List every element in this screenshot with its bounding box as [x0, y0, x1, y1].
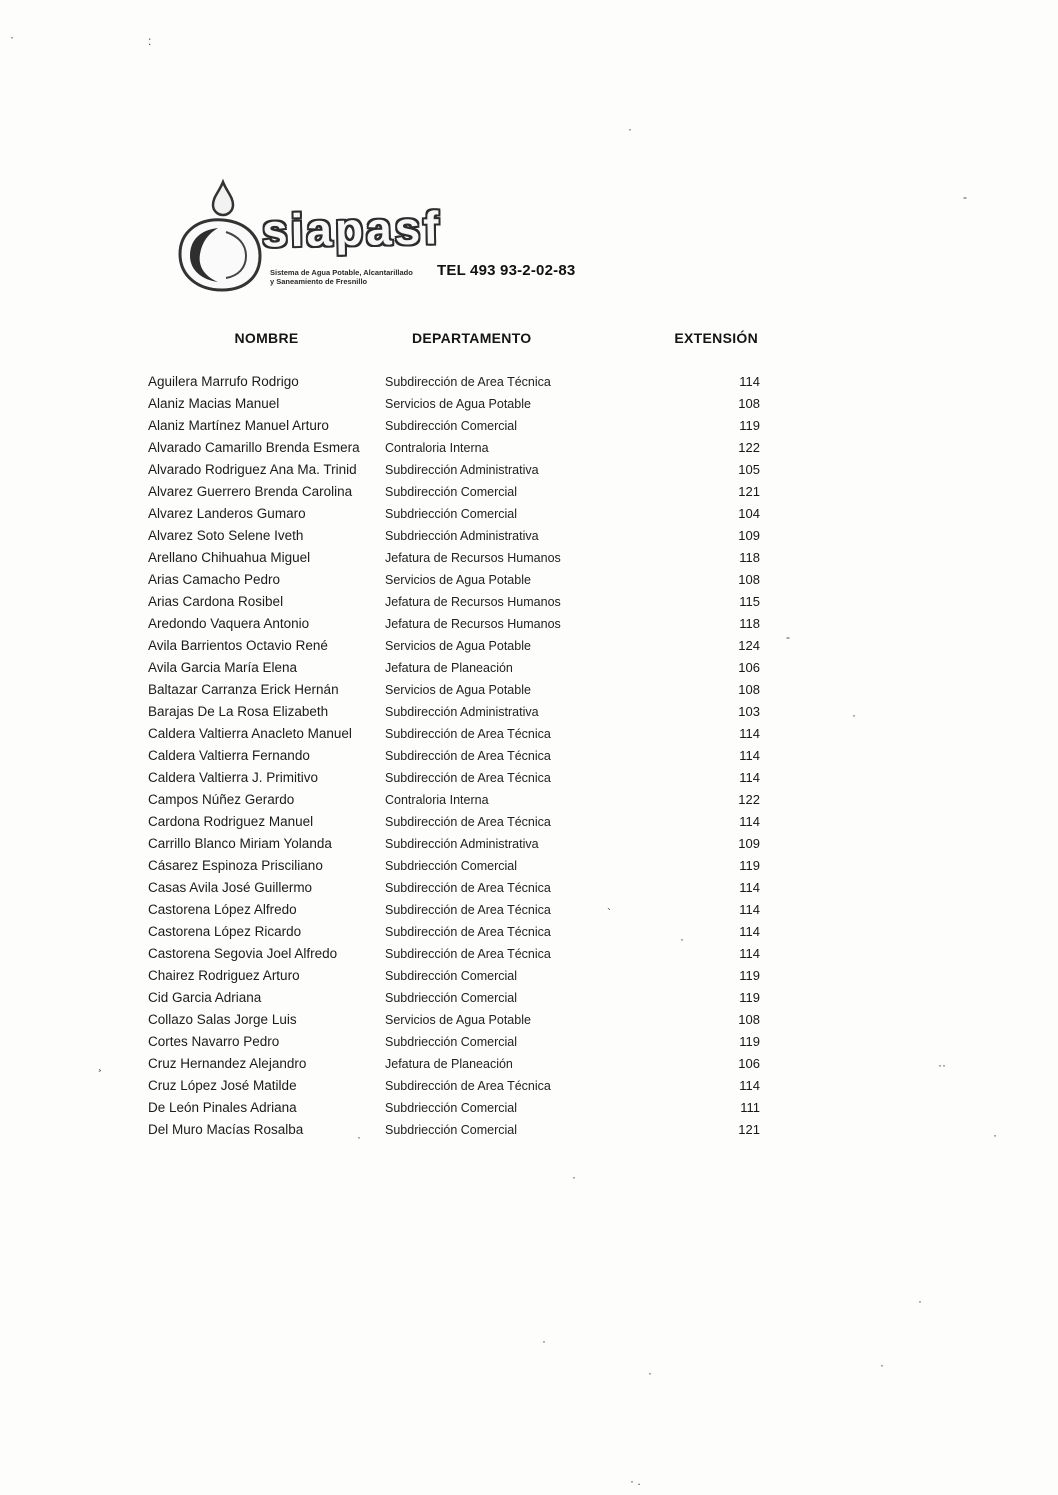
employee-name: Avila Garcia María Elena — [148, 660, 298, 675]
employee-name: Aguilera Marrufo Rodrigo — [148, 374, 299, 389]
scan-artifact: ·· — [938, 1058, 946, 1072]
employee-extension: 106 — [738, 660, 760, 675]
scan-artifact: : — [148, 34, 152, 48]
scan-artifact: · — [680, 932, 684, 946]
employee-department: Subdirección de Area Técnica — [385, 1079, 551, 1093]
scan-artifact: · — [648, 1366, 652, 1380]
employee-extension: 108 — [738, 682, 760, 697]
employee-name: Del Muro Macías Rosalba — [148, 1122, 304, 1137]
table-header-row — [148, 330, 758, 346]
scan-artifact: · — [10, 30, 14, 44]
employee-extension: 119 — [739, 968, 760, 983]
scan-artifact: - — [963, 190, 967, 204]
table-row — [148, 393, 760, 415]
brand-tagline-line2: y Saneamiento de Fresnillo — [270, 277, 368, 286]
employee-department: Servicios de Agua Potable — [385, 683, 531, 697]
table-row — [148, 943, 760, 965]
table-row — [148, 1009, 760, 1031]
employee-name: Caldera Valtierra Fernando — [148, 748, 310, 763]
employee-department: Subdriección Comercial — [385, 991, 518, 1005]
employee-department: Subdriección Comercial — [385, 1101, 518, 1115]
table-row — [148, 1053, 760, 1075]
employee-name: Cruz Hernandez Alejandro — [148, 1056, 307, 1071]
employee-name: Cásarez Espinoza Prisciliano — [148, 858, 323, 873]
employee-name: Casas Avila José Guillermo — [148, 880, 313, 895]
employee-name: Alaniz Macias Manuel — [148, 396, 280, 411]
table-row — [148, 1075, 760, 1097]
employee-extension: 118 — [739, 550, 760, 565]
table-row — [148, 789, 760, 811]
table-row — [148, 855, 760, 877]
employee-name: Alvarado Camarillo Brenda Esmera — [148, 440, 360, 455]
employee-name: Collazo Salas Jorge Luis — [148, 1012, 297, 1027]
scan-artifact: ` — [607, 906, 611, 920]
table-row — [148, 877, 760, 899]
table-row — [148, 525, 760, 547]
table-row — [148, 1119, 760, 1141]
employee-extension: 122 — [738, 440, 760, 455]
employee-department: Jefatura de Planeación — [385, 661, 513, 675]
employee-department: Subdirección de Area Técnica — [385, 375, 551, 389]
brand-tagline — [270, 268, 413, 286]
employee-department: Subdirección de Area Técnica — [385, 771, 551, 785]
employee-extension: 114 — [739, 374, 760, 389]
table-row — [148, 503, 760, 525]
employee-name: Caldera Valtierra Anacleto Manuel — [148, 726, 352, 741]
employee-extension: 114 — [739, 770, 760, 785]
employee-department: Jefatura de Recursos Humanos — [385, 595, 561, 609]
scan-artifact: · — [542, 1334, 546, 1348]
employee-department: Subdirección Comercial — [385, 419, 518, 433]
table-row — [148, 723, 760, 745]
employee-department: Subdriección Comercial — [385, 859, 518, 873]
employee-department: Subdirección de Area Técnica — [385, 815, 551, 829]
scan-artifact: · — [880, 1358, 884, 1372]
employee-extension: 114 — [739, 748, 760, 763]
employee-department: Contraloria Interna — [385, 793, 489, 807]
employee-department: Subdriección Comercial — [385, 1123, 518, 1137]
employee-extension: 106 — [738, 1056, 760, 1071]
scan-artifact: · — [572, 1170, 576, 1184]
employee-extension: 124 — [738, 638, 760, 653]
scan-artifact: ¸ — [98, 1058, 102, 1072]
employee-name: Cid Garcia Adriana — [148, 990, 262, 1005]
employee-extension: 119 — [739, 858, 760, 873]
column-header-extension: EXTENSIÓN — [674, 330, 758, 346]
employee-name: Chairez Rodriguez Arturo — [148, 968, 300, 983]
table-rows — [148, 371, 760, 1141]
scan-artifact: - — [786, 630, 790, 644]
scan-artifact: · . — [630, 1474, 641, 1488]
employee-name: Barajas De La Rosa Elizabeth — [148, 704, 329, 719]
employee-name: Alvarado Rodriguez Ana Ma. Trinid — [148, 462, 357, 477]
table-row — [148, 635, 760, 657]
employee-extension: 104 — [738, 506, 760, 521]
employee-extension: 114 — [739, 924, 760, 939]
table-row — [148, 679, 760, 701]
table-row — [148, 987, 760, 1009]
employee-extension: 119 — [739, 990, 760, 1005]
employee-extension: 108 — [738, 1012, 760, 1027]
employee-department: Jefatura de Planeación — [385, 1057, 513, 1071]
employee-department: Subdirección de Area Técnica — [385, 925, 551, 939]
employee-extension: 114 — [739, 880, 760, 895]
employee-name: Arias Cardona Rosibel — [148, 594, 284, 609]
brand-logo-text: siapasf — [261, 201, 442, 257]
employee-extension: 114 — [739, 814, 760, 829]
employee-extension: 111 — [740, 1100, 760, 1115]
table-row — [148, 811, 760, 833]
table-row — [148, 415, 760, 437]
employee-name: Castorena López Alfredo — [148, 902, 297, 917]
table-row — [148, 547, 760, 569]
employee-name: Arias Camacho Pedro — [148, 572, 281, 587]
scan-artifact: · — [357, 1130, 361, 1144]
employee-name: Caldera Valtierra J. Primitivo — [148, 770, 319, 785]
employee-department: Subdriección Administrativa — [385, 529, 539, 543]
employee-name: Castorena Segovia Joel Alfredo — [148, 946, 338, 961]
employee-name: Alaniz Martínez Manuel Arturo — [148, 418, 329, 433]
table-row — [148, 833, 760, 855]
employee-name: Cardona Rodriguez Manuel — [148, 814, 314, 829]
employee-extension: 109 — [738, 528, 760, 543]
scan-artifact: · — [628, 122, 632, 136]
employee-name: Castorena López Ricardo — [148, 924, 302, 939]
table-row — [148, 701, 760, 723]
employee-department: Contraloria Interna — [385, 441, 489, 455]
table-row — [148, 437, 760, 459]
employee-department: Subdirección de Area Técnica — [385, 749, 551, 763]
scan-artifact: · — [993, 1128, 997, 1142]
employee-name: Cruz López José Matilde — [148, 1078, 297, 1093]
employee-name: Alvarez Guerrero Brenda Carolina — [148, 484, 353, 499]
table-row — [148, 1031, 760, 1053]
table-row — [148, 1097, 760, 1119]
employee-extension: 115 — [739, 594, 760, 609]
column-header-name: NOMBRE — [234, 330, 299, 346]
brand-tagline-line1: Sistema de Agua Potable, Alcantarillado — [270, 268, 413, 277]
employee-department: Servicios de Agua Potable — [385, 1013, 531, 1027]
table-row — [148, 481, 760, 503]
table-row — [148, 569, 760, 591]
employee-department: Servicios de Agua Potable — [385, 397, 531, 411]
employee-name: Alvarez Soto Selene Iveth — [148, 528, 304, 543]
employee-name: Arellano Chihuahua Miguel — [148, 550, 311, 565]
employee-extension: 108 — [738, 572, 760, 587]
table-row — [148, 459, 760, 481]
table-row — [148, 899, 760, 921]
employee-extension: 119 — [739, 418, 760, 433]
employee-department: Subdirección Administrativa — [385, 837, 539, 851]
employee-extension: 114 — [739, 946, 760, 961]
employee-department: Subdriección Comercial — [385, 1035, 518, 1049]
employee-extension: 122 — [738, 792, 760, 807]
employee-extension: 105 — [738, 462, 760, 477]
employee-department: Servicios de Agua Potable — [385, 573, 531, 587]
employee-department: Subdirección de Area Técnica — [385, 903, 551, 917]
employee-extension: 114 — [739, 726, 760, 741]
table-row — [148, 613, 760, 635]
employee-department: Subdirección Administrativa — [385, 463, 539, 477]
employee-extension: 119 — [739, 1034, 760, 1049]
employee-name: Cortes Navarro Pedro — [148, 1034, 280, 1049]
table-row — [148, 767, 760, 789]
employee-department: Subdirección de Area Técnica — [385, 947, 551, 961]
scan-artifact: · — [852, 708, 856, 722]
employee-department: Subdirección de Area Técnica — [385, 727, 551, 741]
employee-name: Aredondo Vaquera Antonio — [148, 616, 310, 631]
employee-name: Campos Núñez Gerardo — [148, 792, 295, 807]
employee-department: Subdirección Administrativa — [385, 705, 539, 719]
employee-extension: 121 — [738, 1122, 760, 1137]
employee-extension: 118 — [739, 616, 760, 631]
employee-extension: 121 — [738, 484, 760, 499]
employee-name: Carrillo Blanco Miriam Yolanda — [148, 836, 332, 851]
employee-name: Avila Barrientos Octavio René — [148, 638, 328, 653]
employee-name: Baltazar Carranza Erick Hernán — [148, 682, 339, 697]
table-row — [148, 591, 760, 613]
employee-department: Subdirección Comercial — [385, 485, 518, 499]
column-header-department: DEPARTAMENTO — [412, 330, 532, 346]
table-row — [148, 371, 760, 393]
employee-department: Subdirección Comercial — [385, 969, 518, 983]
employee-department: Servicios de Agua Potable — [385, 639, 531, 653]
water-drop-logo-icon — [168, 178, 268, 298]
employee-extension: 108 — [738, 396, 760, 411]
table-row — [148, 965, 760, 987]
table-row — [148, 657, 760, 679]
employee-extension: 114 — [739, 902, 760, 917]
employee-department: Jefatura de Recursos Humanos — [385, 551, 561, 565]
employee-department: Subdirección de Area Técnica — [385, 881, 551, 895]
scan-artifact: · — [918, 1294, 922, 1308]
table-row — [148, 745, 760, 767]
employee-extension: 114 — [739, 1078, 760, 1093]
employee-extension: 109 — [738, 836, 760, 851]
employee-department: Subdriección Comercial — [385, 507, 518, 521]
table-row — [148, 921, 760, 943]
employee-name: Alvarez Landeros Gumaro — [148, 506, 306, 521]
employee-department: Jefatura de Recursos Humanos — [385, 617, 561, 631]
phone-number: TEL 493 93-2-02-83 — [437, 262, 576, 279]
employee-extension: 103 — [738, 704, 760, 719]
employee-name: De León Pinales Adriana — [148, 1100, 297, 1115]
